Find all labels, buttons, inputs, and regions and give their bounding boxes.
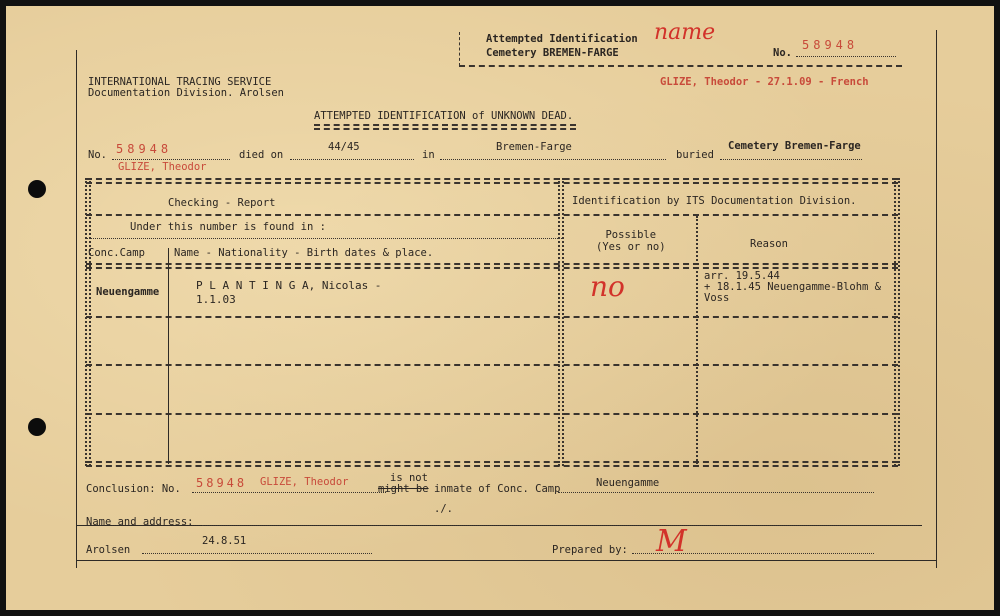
conclusion-number: 58948 [196,476,248,490]
table-top-2 [86,182,898,184]
record-number: 58948 [116,142,173,156]
conclusion-dots [192,492,386,493]
table-bottom-2 [86,465,898,467]
col-header-camp: Conc.Camp [88,247,145,259]
header-number: 58948 [802,38,859,52]
row-reason-line1: arr. 19.5.44 [704,270,780,282]
table-right-border-2 [898,178,900,466]
conclusion-name: GLIZE, Theodor [260,476,349,488]
header-number-dots [796,56,896,57]
buried-label: buried [676,149,714,161]
header-cemetery: Cemetery BREMEN-FARGE [486,47,619,59]
col-divider-camp [168,248,169,464]
header-attempted: Attempted Identification [486,33,638,45]
org-name: INTERNATIONAL TRACING SERVICE [88,76,272,88]
handwritten-name-note: name [654,20,716,45]
table-row-line-2 [86,263,898,265]
table-row-line-6 [86,413,898,415]
conclusion-is-not: is not [390,472,428,484]
table-row-line-4 [86,316,898,318]
row-birthdate: 1.1.03 [196,293,236,306]
col-divider-reason [696,216,698,464]
col-header-name: Name - Nationality - Birth dates & place. [174,247,434,259]
table-left-border-1 [85,178,87,466]
record-name: GLIZE, Theodor [118,161,207,173]
header-box-bottom [459,65,902,67]
doc-title: ATTEMPTED IDENTIFICATION of UNKNOWN DEAD. [314,110,574,122]
no-label: No. [88,149,107,161]
org-division: Documentation Division. Arolsen [88,87,284,99]
table-row-line-1 [86,214,898,216]
row-reason [704,271,881,304]
table-left-border-2 [89,178,91,466]
table-row-line-5 [86,364,898,366]
row-possible-handwritten: no [590,270,625,303]
buried-value: Cemetery Bremen-Farge [728,140,861,152]
conclusion-camp: Neuengamme [596,477,660,489]
died-on-label: died on [239,149,284,161]
place-dots [440,159,666,160]
name-address-label: Name and address: [86,516,194,528]
buried-dots [720,159,862,160]
table-top-1 [86,178,898,180]
col-header-possible-line2: (Yes or no) [596,241,666,253]
table-divider-1 [558,178,560,466]
left-margin-line [76,50,77,568]
conclusion-camp-dots [558,492,874,493]
prepared-by-label: Prepared by: [552,544,628,556]
footer-date: 24.8.51 [202,535,247,547]
col-header-possible-line1: Possible [605,229,657,241]
place-label: Arolsen [86,544,131,556]
title-underline-2 [314,128,576,130]
table-row-line-3 [86,267,898,269]
col-header-identification: Identification by ITS Documentation Division. [572,195,857,207]
conclusion-ditto: ./. [434,503,453,515]
name-address-dots [202,525,918,526]
punch-hole-bottom [28,418,46,436]
table-divider-2 [562,178,564,466]
table-right-border-1 [894,178,896,466]
number-dots [112,159,230,160]
title-underline-1 [314,124,576,126]
col-header-reason: Reason [750,238,788,250]
subheader-found-in: Under this number is found in : [130,221,326,233]
row-camp: Neuengamme [96,286,160,298]
row-reason-line2: + 18.1.45 Neuengamme-Blohm & [704,281,882,293]
table-bottom-1 [86,461,898,463]
col-header-possible [596,229,666,253]
died-on-value: 44/45 [328,141,360,153]
prepared-by-initial: M [656,524,687,559]
conclusion-inmate: inmate of Conc. Camp [434,483,561,495]
place-value: Bremen-Farge [496,141,572,153]
conclusion-label: Conclusion: No. [86,483,181,495]
header-no-label: No. [773,47,792,59]
right-margin-line [936,30,937,568]
row-name: P L A N T I N G A, Nicolas - [196,279,382,292]
punch-hole-top [28,180,46,198]
document-card [6,6,994,610]
col-header-checking: Checking - Report [168,197,276,209]
person-summary: GLIZE, Theodor - 27.1.09 - French [660,76,869,88]
subheader-line [86,238,562,239]
date-dots [142,553,372,554]
conclusion-struck: might be [378,483,429,495]
in-label: in [422,149,435,161]
header-box-left [459,32,460,66]
row-reason-line3: Voss [704,292,730,304]
bottom-rule [76,560,936,561]
died-on-dots [290,159,414,160]
